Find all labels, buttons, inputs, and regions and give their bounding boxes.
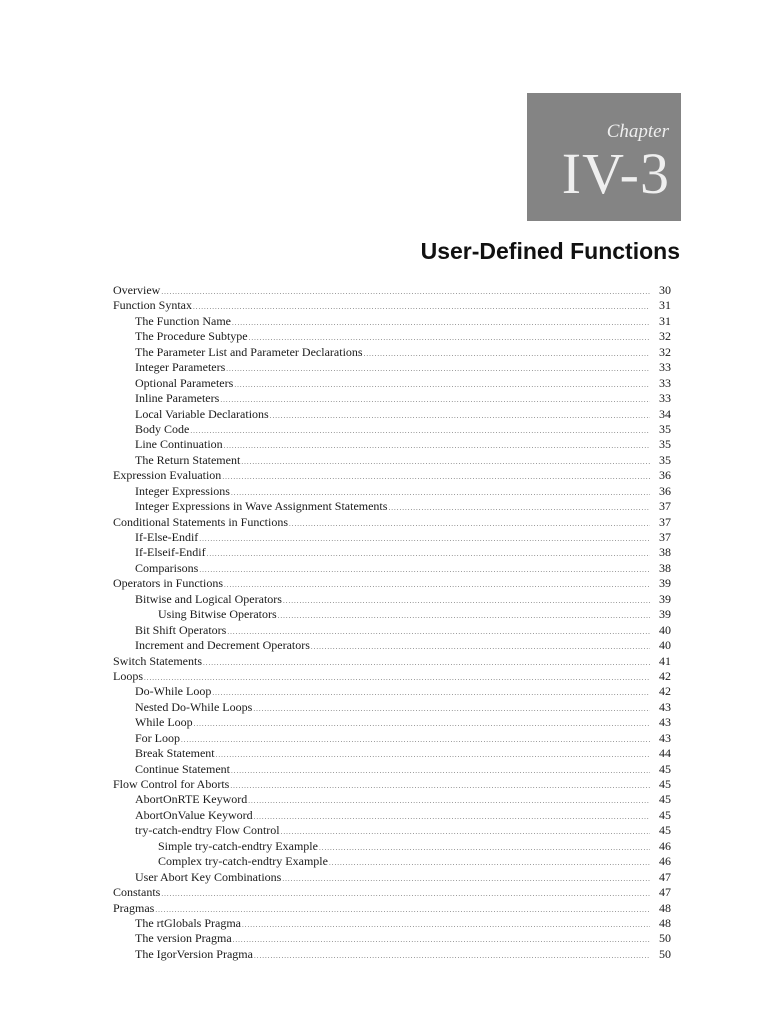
toc-entry-page: 48 [659,900,671,915]
dot-leader [190,424,650,439]
dot-leader [207,547,650,562]
toc-entry[interactable] [113,947,671,962]
toc-entry-page: 34 [659,406,671,421]
toc-entry-page: 38 [659,560,671,575]
toc-entry-page: 41 [659,653,671,668]
dot-leader [289,517,650,532]
toc-entry-label: Constants [113,885,161,900]
toc-entry[interactable] [113,731,671,746]
toc-entry[interactable] [113,437,671,452]
toc-entry[interactable] [113,329,671,344]
toc-entry-label: The version Pragma [135,931,232,946]
toc-entry[interactable] [113,515,671,530]
toc-entry-label: For Loop [135,730,180,745]
toc-entry-page: 37 [659,499,671,514]
toc-entry-label: Local Variable Declarations [135,406,269,421]
dot-leader [254,949,650,964]
toc-entry-label: The Function Name [135,313,231,328]
toc-entry[interactable] [113,345,671,360]
toc-entry[interactable] [113,684,671,699]
toc-entry[interactable] [113,499,671,514]
chapter-word: Chapter [606,121,669,142]
toc-entry-page: 45 [659,807,671,822]
dot-leader [281,825,650,840]
toc-entry-page: 39 [659,607,671,622]
toc-entry-label: Integer Expressions in Wave Assignment Statements [135,499,388,514]
dot-leader [161,285,650,300]
toc-entry-page: 47 [659,869,671,884]
dot-leader [193,300,650,315]
dot-leader [212,686,650,701]
toc-entry[interactable] [113,607,671,622]
toc-entry-page: 33 [659,360,671,375]
toc-entry[interactable] [113,576,671,591]
toc-entry-page: 40 [659,638,671,653]
toc-entry-page: 42 [659,668,671,683]
toc-entry-label: Simple try-catch-endtry Example [158,838,318,853]
dot-leader [364,347,650,362]
dot-leader [278,609,650,624]
dot-leader [329,856,650,871]
toc-entry-label: Complex try-catch-endtry Example [158,854,328,869]
toc-entry[interactable] [113,422,671,437]
dot-leader [181,733,650,748]
dot-leader [234,378,650,393]
dot-leader [226,362,650,377]
toc-entry-page: 48 [659,915,671,930]
dot-leader [253,702,650,717]
toc-entry-label: AbortOnRTE Keyword [135,792,248,807]
toc-entry-page: 32 [659,329,671,344]
toc-entry-page: 42 [659,684,671,699]
toc-entry-label: Nested Do-While Loops [135,699,253,714]
toc-entry[interactable] [113,407,671,422]
toc-entry-page: 40 [659,622,671,637]
toc-entry-label: If-Else-Endif [135,530,199,544]
toc-entry-label: Function Syntax [113,298,193,313]
toc-entry-page: 46 [659,854,671,869]
dot-leader [254,810,650,825]
toc-entry-page: 32 [659,344,671,359]
toc-entry[interactable] [113,885,671,900]
toc-entry[interactable] [113,823,671,838]
dot-leader [232,316,650,331]
toc-entry[interactable] [113,792,671,807]
toc-entry-page: 30 [659,283,671,297]
toc-entry-label: The rtGlobals Pragma [135,915,241,930]
toc-entry-label: The IgorVersion Pragma [135,946,253,961]
toc-entry-label: Integer Expressions [135,483,230,498]
dot-leader [282,872,650,887]
toc-entry-page: 45 [659,792,671,807]
toc-entry[interactable] [113,901,671,916]
toc-entry[interactable] [113,468,671,483]
toc-entry-label: Break Statement [135,746,215,761]
toc-entry-label: Loops [113,668,143,683]
toc-entry[interactable] [113,654,671,669]
dot-leader [144,671,650,686]
toc-entry[interactable] [113,916,671,931]
toc-entry-label: Bitwise and Logical Operators [135,591,282,606]
toc-entry-label: Line Continuation [135,437,223,452]
dot-leader [319,841,650,856]
toc-entry-label: The Parameter List and Parameter Declarations [135,344,363,359]
toc-entry-page: 37 [659,514,671,529]
toc-entry[interactable] [113,453,671,468]
toc-entry[interactable] [113,484,671,499]
dot-leader [270,409,650,424]
toc-entry[interactable] [113,746,671,761]
toc-entry[interactable] [113,777,671,792]
toc-entry-page: 50 [659,946,671,961]
toc-entry-page: 37 [659,530,671,544]
toc-entry[interactable] [113,700,671,715]
toc-entry-page: 50 [659,931,671,946]
toc-entry[interactable] [113,314,671,329]
toc-entry-page: 43 [659,715,671,730]
toc-entry[interactable] [113,808,671,823]
toc-entry-page: 39 [659,576,671,591]
table-of-contents [113,283,671,962]
page-title: User-Defined Functions [420,238,680,264]
dot-leader [241,455,650,470]
toc-entry[interactable] [113,762,671,777]
dot-leader [311,640,650,655]
toc-entry-page: 39 [659,591,671,606]
toc-entry[interactable] [113,360,671,375]
toc-entry-page: 35 [659,452,671,467]
dot-leader [222,470,650,485]
toc-entry[interactable] [113,931,671,946]
toc-entry-label: Switch Statements [113,653,202,668]
dot-leader [388,501,650,516]
chapter-number: IV-3 [561,141,670,206]
dot-leader [161,887,650,902]
toc-entry-label: If-Elseif-Endif [135,545,206,560]
toc-entry-label: Body Code [135,421,190,436]
toc-entry-page: 33 [659,391,671,406]
toc-entry-label: Pragmas [113,900,155,915]
toc-entry-page: 31 [659,298,671,313]
toc-entry-label: Do-While Loop [135,684,212,699]
toc-entry-page: 33 [659,375,671,390]
toc-entry-label: Overview [113,283,161,297]
dot-leader [199,532,650,547]
toc-entry[interactable] [113,592,671,607]
toc-entry[interactable] [113,283,671,298]
toc-entry-label: Increment and Decrement Operators [135,638,310,653]
toc-entry[interactable] [113,638,671,653]
toc-entry[interactable] [113,561,671,576]
toc-entry[interactable] [113,391,671,406]
toc-entry-label: User Abort Key Combinations [135,869,282,884]
toc-entry-page: 45 [659,777,671,791]
toc-entry[interactable] [113,854,671,869]
toc-entry[interactable] [113,669,671,684]
dot-leader [224,578,650,593]
toc-entry-label: AbortOnValue Keyword [135,807,253,822]
toc-entry-label: try-catch-endtry Flow Control [135,823,280,838]
dot-leader [224,439,650,454]
toc-entry-page: 46 [659,838,671,853]
toc-entry-label: Operators in Functions [113,576,223,591]
toc-entry-page: 45 [659,761,671,776]
toc-entry-page: 35 [659,421,671,436]
toc-entry-page: 31 [659,313,671,328]
dot-leader [220,393,650,408]
dot-leader [233,933,650,948]
toc-entry[interactable] [113,623,671,638]
toc-entry-label: Comparisons [135,560,199,575]
toc-entry-page: 43 [659,699,671,714]
toc-entry-page: 36 [659,468,671,483]
toc-entry-label: Optional Parameters [135,375,234,390]
toc-entry[interactable] [113,545,671,560]
toc-entry-page: 44 [659,746,671,761]
toc-entry-page: 38 [659,545,671,560]
dot-leader [230,779,650,794]
dot-leader [199,563,650,578]
toc-entry-page: 43 [659,730,671,745]
dot-leader [194,717,650,732]
dot-leader [231,764,650,779]
toc-entry-label: Continue Statement [135,761,230,776]
dot-leader [242,918,650,933]
toc-entry[interactable] [113,870,671,885]
toc-entry-label: Bit Shift Operators [135,622,227,637]
toc-entry-page: 36 [659,483,671,498]
toc-entry-label: Inline Parameters [135,391,220,406]
toc-entry-label: The Procedure Subtype [135,329,248,344]
toc-entry[interactable] [113,715,671,730]
toc-entry-label: The Return Statement [135,452,241,467]
dot-leader [248,794,650,809]
toc-entry[interactable] [113,839,671,854]
toc-entry-label: While Loop [135,715,193,730]
chapter-box [527,93,681,221]
toc-entry[interactable] [113,530,671,545]
toc-entry[interactable] [113,376,671,391]
toc-entry-label: Conditional Statements in Functions [113,514,288,529]
toc-entry[interactable] [113,298,671,313]
toc-entry-page: 45 [659,823,671,838]
toc-entry-label: Using Bitwise Operators [158,607,277,622]
toc-entry-label: Integer Parameters [135,360,226,375]
dot-leader [203,656,650,671]
toc-entry-page: 47 [659,885,671,900]
dot-leader [216,748,650,763]
toc-entry-page: 35 [659,437,671,452]
dot-leader [283,594,650,609]
toc-entry-label: Flow Control for Aborts [113,777,230,791]
toc-entry-label: Expression Evaluation [113,468,222,483]
